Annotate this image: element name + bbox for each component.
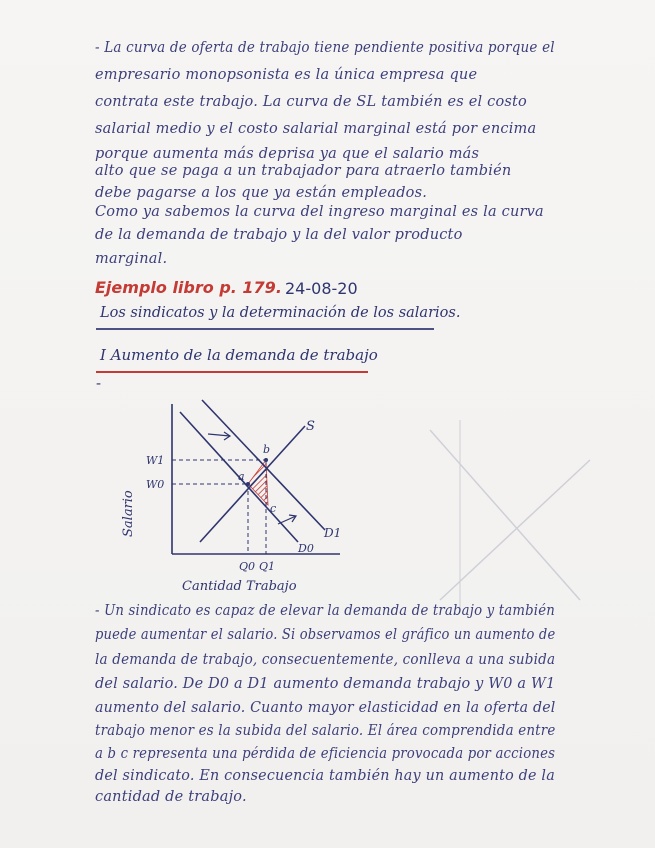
note-line: - Un sindicato es capaz de elevar la demanda de trabajo y también — [95, 603, 555, 619]
shift-arrow-upper — [208, 432, 230, 440]
q0-label: Q0 — [239, 560, 256, 573]
w0-label: W0 — [146, 478, 165, 491]
point-c-label: c — [270, 502, 277, 515]
point-a-label: a — [238, 470, 245, 483]
note-line: de la demanda de trabajo y la del valor producto — [95, 227, 463, 243]
note-line: contrata este trabajo. La curva de SL también es el costo — [95, 94, 527, 110]
date-label: 24-08-20 — [285, 279, 358, 298]
note-line: debe pagarse a los que ya están empleados. — [95, 185, 428, 201]
note-line: aumento del salario. Cuanto mayor elasticidad en la oferta del — [95, 700, 556, 716]
topic-heading: Los sindicatos y la determinación de los salarios. — [100, 305, 461, 321]
example-heading: Ejemplo libro p. 179. — [95, 278, 282, 297]
section-title: I Aumento de la demanda de trabajo — [100, 346, 378, 364]
note-line: Como ya sabemos la curva del ingreso marginal es la curva — [95, 204, 544, 220]
note-line: salarial medio y el costo salarial marginal está por encima — [95, 121, 537, 137]
supply-label: S — [306, 419, 315, 434]
section-underline — [96, 371, 368, 373]
equilibrium-b-dot — [264, 458, 268, 462]
bleed-through-sketch — [400, 400, 600, 620]
shift-arrow-lower — [278, 515, 296, 524]
d1-label: D1 — [324, 526, 342, 540]
y-axis-label: Salario — [121, 490, 136, 537]
note-line: alto que se paga a un trabajador para atraerlo también — [95, 163, 512, 179]
note-line: trabajo menor es la subida del salario. El área comprendida entre — [95, 723, 556, 739]
note-line: a b c representa una pérdida de eficiencia provocada por acciones — [95, 746, 556, 762]
labor-market-graph — [100, 392, 360, 597]
note-line: porque aumenta más deprisa ya que el salario más — [95, 146, 480, 162]
point-b-label: b — [263, 443, 271, 456]
x-axis-label: Cantidad Trabajo — [182, 579, 297, 594]
note-line: del salario. De D0 a D1 aumento demanda trabajo y W0 a W1 — [95, 676, 556, 692]
w1-label: W1 — [146, 454, 165, 467]
note-line: empresario monopsonista es la única empresa que — [95, 67, 478, 83]
note-line: puede aumentar el salario. Si observamos el gráfico un aumento de — [95, 627, 556, 643]
note-line: - La curva de oferta de trabajo tiene pendiente positiva porque el — [95, 40, 555, 56]
topic-underline — [96, 328, 434, 330]
q1-label: Q1 — [259, 560, 276, 573]
equilibrium-a-dot — [246, 482, 250, 486]
note-line: marginal. — [95, 251, 168, 267]
d0-label: D0 — [298, 542, 314, 555]
bullet-dash: - — [96, 374, 102, 392]
note-line: del sindicato. En consecuencia también hay un aumento de la — [95, 768, 555, 784]
note-line: cantidad de trabajo. — [95, 789, 247, 805]
note-line: la demanda de trabajo, consecuentemente, conlleva a una subida — [95, 652, 556, 668]
